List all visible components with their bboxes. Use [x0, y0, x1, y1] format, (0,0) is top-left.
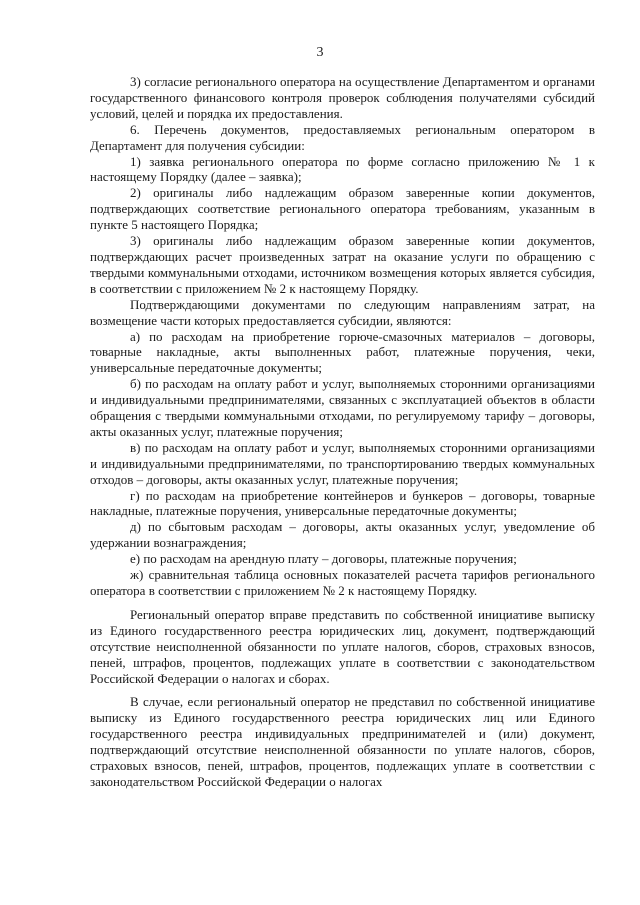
paragraph-subitem-d: д) по сбытовым расходам – договоры, акты оказанных услуг, уведомление об удержании вознаграждения;: [90, 519, 595, 551]
paragraph-subitem-a: а) по расходам на приобретение горюче-смазочных материалов – договоры, товарные накладные, акты выполненных работ, платежные поручения, чеки, универсальные передаточные документы;: [90, 328, 595, 376]
page-number: 3: [316, 45, 324, 60]
paragraph-section-6-heading: 6. Перечень документов, предоставляемых региональным оператором в Департамент для получения субсидии:: [90, 121, 595, 153]
paragraph-optional-extract: Региональный оператор вправе представить по собственной инициативе выписку из Единого государственного реестра юридических лиц, документ, подтверждающий отсутствие неисполненной обязанности по уплате налогов, сборов, страховых взносов, пеней, штрафов, процентов, подлежащих уплате в соответствии с законодательством Российской Федерации о налогах и сборах.: [90, 606, 595, 686]
paragraph-subitem-e: е) по расходам на арендную плату – договоры, платежные поручения;: [130, 551, 517, 567]
paragraph-item-3-consent: 3) согласие регионального оператора на осуществление Департаментом и органами государственного финансового контроля проверок соблюдения получателями субсидий условий, целей и порядка их предоставления.: [90, 74, 595, 121]
paragraph-subitem-zh: ж) сравнительная таблица основных показателей расчета тарифов регионального оператора в соответствии с приложением № 2 к настоящему Порядку.: [90, 567, 595, 598]
paragraph-if-not-provided: В случае, если региональный оператор не представил по собственной инициативе выписку из Единого государственного реестра юридических лиц или Единого государственного реестра индивидуальных предпринимателей и (или) документ, подтверждающий отсутствие неисполненной обязанности по уплате налогов, сборов, страховых взносов, пеней, штрафов, процентов, подлежащих уплате в соответствии с законодательством Российской Федерации о налогах: [90, 694, 595, 789]
paragraph-subitem-g: г) по расходам на приобретение контейнеров и бункеров – договоры, товарные накладные, платежные поручения, универсальные передаточные документы;: [90, 487, 595, 519]
paragraph-subitem-v: в) по расходам на оплату работ и услуг, выполняемых сторонними организациями и индивидуальными предпринимателями, по транспортированию твердых коммунальных отходов – договоры, акты оказанных услуг, платежные поручения;: [90, 439, 595, 487]
paragraph-subitem-b: б) по расходам на оплату работ и услуг, выполняемых сторонними организациями и индивидуальными предпринимателями, связанных с эксплуатацией объектов в области обращения с твердыми коммунальными отходами, по регулируемому тарифу – договоры, акты оказанных услуг, платежные поручения;: [90, 376, 595, 439]
paragraph-supporting-docs-intro: Подтверждающими документами по следующим направлениям затрат, на возмещение части которых предоставляется субсидии, являются:: [90, 296, 595, 328]
document-body: [90, 74, 595, 790]
paragraph-item-1-application: 1) заявка регионального оператора по форме согласно приложению № 1 к настоящему Порядку (далее – заявка);: [90, 153, 595, 185]
paragraph-item-3-originals: 3) оригиналы либо надлежащим образом заверенные копии документов, подтверждающих расчет произведенных затрат на оказание услуги по обращению с твердыми коммунальными отходами, источником возмещения которых является субсидия, в соответствии с приложением № 2 к настоящему Порядку.: [90, 233, 595, 296]
paragraph-item-2-originals: 2) оригиналы либо надлежащим образом заверенные копии документов, подтверждающих соответствие регионального оператора требованиям, указанным в пункте 5 настоящего Порядка;: [90, 185, 595, 233]
